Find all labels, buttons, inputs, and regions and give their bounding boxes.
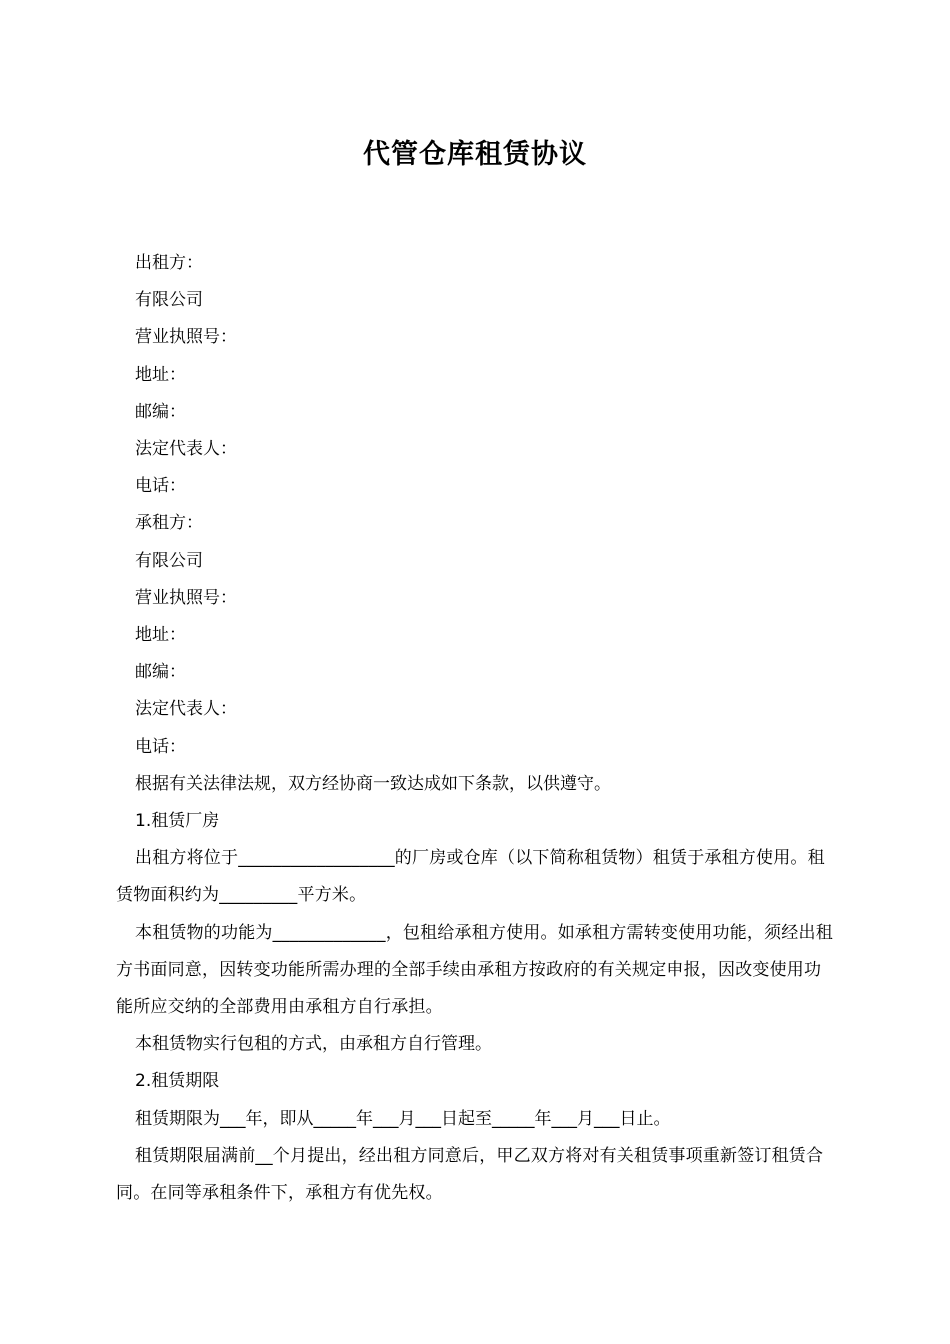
lessee-representative: 法定代表人：: [135, 699, 237, 720]
lessor-label: 出租方：: [135, 253, 203, 273]
lessor-company: 有限公司: [135, 290, 203, 311]
document-body: [116, 245, 836, 1212]
paragraph-renew: 租赁期限届满前__个月提出，经出租方同意后，甲乙双方将对有关租赁事项重新签订租赁合同。在同等承租条件下，承租方有优先权。: [116, 1145, 824, 1204]
lessee-postcode: 邮编：: [135, 662, 186, 683]
lessee-phone: 电话：: [135, 736, 186, 757]
paragraph-term: 租赁期限为___年，即从_____年___月___日起至_____年___月___日止。: [135, 1108, 671, 1129]
lessor-phone: 电话：: [135, 476, 186, 497]
paragraph-function: 本租赁物的功能为_____________，包租给承租方使用。如承租方需转变使用功能，须经出租方书面同意，因转变功能所需办理的全部手续由承租方按政府的有关规定申报，因改变使用功能所应交纳的全部费用由承租方自行承担。: [116, 922, 833, 1018]
paragraph-manage: 本租赁物实行包租的方式，由承租方自行管理。: [135, 1034, 492, 1055]
section-heading-2: 2.租赁期限: [135, 1071, 220, 1092]
paragraph-location: 出租方将位于__________________的厂房或仓库（以下简称租赁物）租赁于承租方使用。租赁物面积约为_________平方米。: [116, 848, 825, 906]
lessor-representative: 法定代表人：: [135, 439, 237, 460]
lessor-license: 营业执照号：: [135, 327, 237, 348]
lessee-label: 承租方：: [135, 513, 203, 534]
preamble: 根据有关法律法规，双方经协商一致达成如下条款，以供遵守。: [135, 773, 611, 794]
section-heading-1: 1.租赁厂房: [135, 811, 220, 832]
lessee-address: 地址：: [135, 625, 186, 646]
lessor-address: 地址：: [135, 364, 186, 385]
lessor-postcode: 邮编：: [135, 401, 186, 422]
document-title: 代管仓库租赁协议: [363, 139, 587, 170]
lessee-company: 有限公司: [135, 550, 203, 571]
lessee-license: 营业执照号：: [135, 587, 237, 608]
